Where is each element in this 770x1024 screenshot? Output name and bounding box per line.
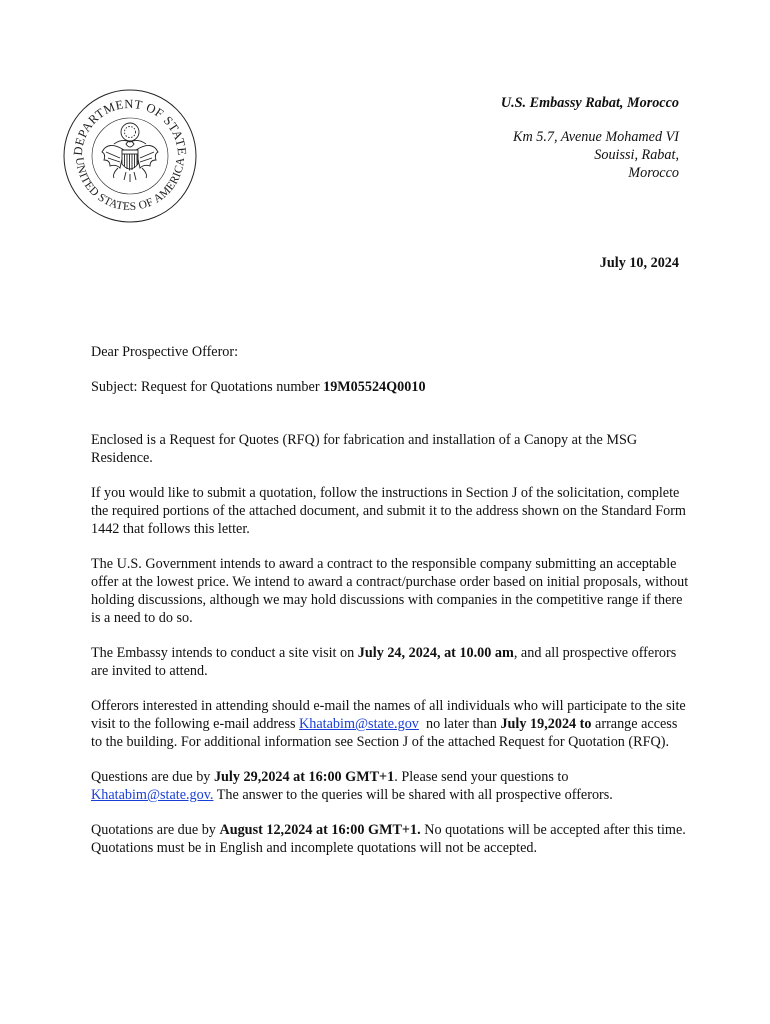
paragraph-questions: [91, 768, 691, 804]
attendance-deadline: July 19,2024 to: [500, 716, 592, 732]
email-link-questions[interactable]: Khatabim@state.gov.: [91, 787, 214, 803]
questions-prefix: Questions are due by: [91, 769, 214, 785]
quotations-suffix: No quotations will be accepted after this time. Quotations must be in English and incomplete quotations will not be accepted.: [91, 822, 686, 856]
paragraph-attendance: [91, 697, 691, 751]
address-line-2: Souissi, Rabat,: [594, 147, 679, 163]
site-visit-suffix: , and all prospective offerors are invited to attend.: [91, 645, 677, 679]
email-link-attendance[interactable]: Khatabim@state.gov: [299, 716, 419, 732]
attendance-middle: no later than: [418, 716, 501, 732]
embassy-name: U.S. Embassy Rabat, Morocco: [500, 95, 679, 111]
address-line-3: Morocco: [628, 165, 679, 181]
attendance-prefix: Offerors interested in attending should e-mail the names of all individuals who will participate to the site visit to the following e-mail address: [91, 698, 686, 732]
embassy-address: [501, 94, 679, 182]
rfq-number: 19M05524Q0010: [323, 379, 426, 395]
site-visit-date: July 24, 2024, at 10.00 am: [357, 645, 514, 661]
attendance-suffix: arrange access to the building. For additional information see Section J of the attached Request for Quotation (RFQ).: [91, 716, 678, 750]
subject-prefix: Subject: Request for Quotations number: [91, 379, 324, 395]
letter-body: [91, 343, 691, 874]
letter-date: July 10, 2024: [599, 255, 679, 271]
questions-middle: . Please send your questions to: [394, 769, 569, 785]
paragraph-instructions: If you would like to submit a quotation, follow the instructions in Section J of the solicitation, complete the required portions of the attached document, and submit it to the address shown on the Standard Form 1442 that follows this letter.: [91, 485, 686, 537]
address-line-1: Km 5.7, Avenue Mohamed VI: [512, 129, 679, 145]
site-visit-prefix: The Embassy intends to conduct a site visit on: [91, 645, 358, 661]
eagle-seal-icon: [62, 88, 198, 224]
paragraph-quotations: [91, 821, 691, 857]
paragraph-site-visit: [91, 644, 691, 680]
paragraph-enclosure: Enclosed is a Request for Quotes (RFQ) for fabrication and installation of a Canopy at the MSG Residence.: [91, 432, 638, 466]
quotations-deadline: August 12,2024 at 16:00 GMT+1.: [219, 822, 421, 838]
seal-top-text: DEPARTMENT OF STATE: [70, 96, 190, 157]
quotations-prefix: Quotations are due by: [91, 822, 220, 838]
salutation: Dear Prospective Offeror:: [91, 344, 239, 360]
subject-line: [91, 378, 691, 396]
seal-bottom-text: UNITED STATES OF AMERICA: [72, 156, 188, 214]
questions-suffix: The answer to the queries will be shared with all prospective offerors.: [213, 787, 613, 803]
paragraph-award: The U.S. Government intends to award a contract to the responsible company submitting an acceptable offer at the lowest price. We intend to award a contract/purchase order based on initial proposals, without holding discussions, although we may hold discussions with companies in the competitive range if there is a need to do so.: [91, 556, 689, 626]
questions-deadline: July 29,2024 at 16:00 GMT+1: [213, 769, 395, 785]
